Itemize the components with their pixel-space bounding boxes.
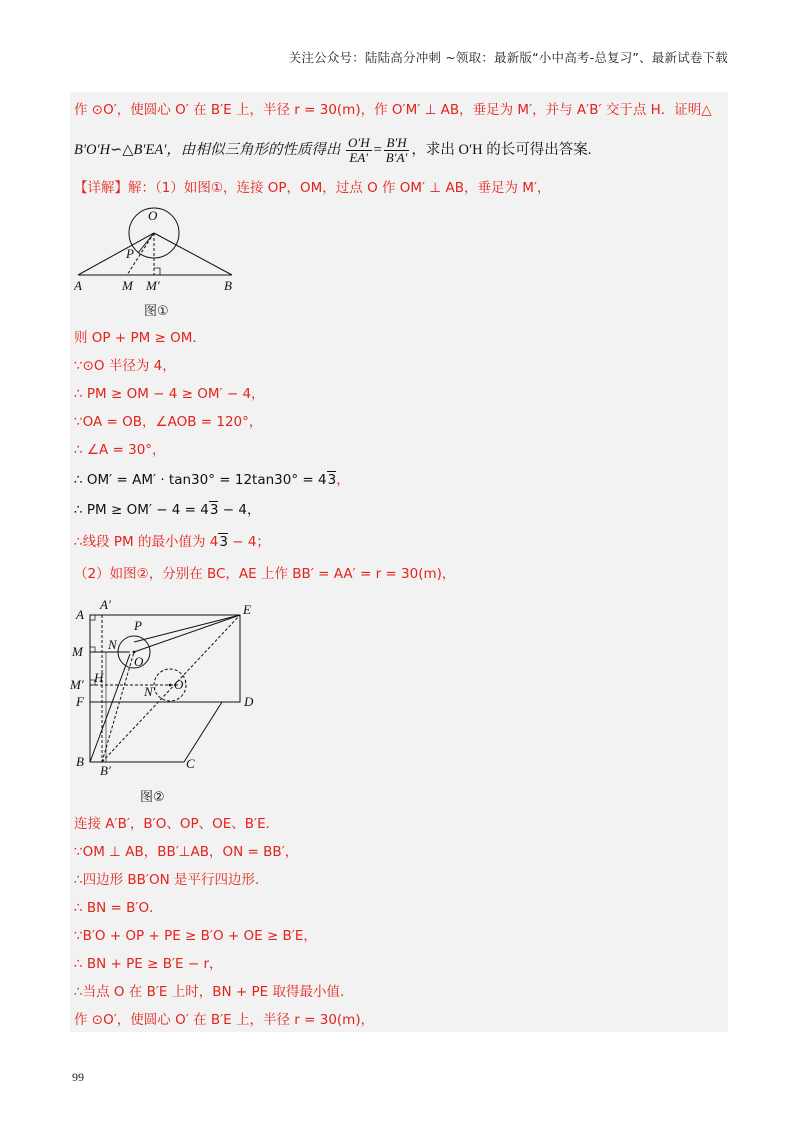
figure-1 <box>74 204 244 299</box>
figure-2-diagram <box>70 592 270 777</box>
fig2-label-B: B <box>76 754 84 769</box>
fig2-label-D: D <box>244 694 254 709</box>
line-3: 【详解】解：（1）如图①，连接 OP，OM，过点 O 作 OM′ ⊥ AB，垂足为 M′， <box>74 180 551 196</box>
fig2-label-C: C <box>186 756 195 771</box>
line-12: （2）如图②，分别在 BC，AE 上作 BB′ = AA′ = r = 30(m)， <box>74 566 456 582</box>
line-20: 作 ⊙O′，使圆心 O′ 在 B′E 上，半径 r = 30(m)， <box>74 1012 375 1028</box>
line-1: 作 ⊙O′，使圆心 O′ 在 B′E 上，半径 r = 30(m)，作 O′M′ ⊥ AB，垂足为 M′，并与 A′B′ 交于点 H．证明△ <box>74 102 712 118</box>
line-18: ∴ BN + PE ≥ B′E − r， <box>74 956 223 972</box>
line-10-tail: − 4， <box>218 502 261 518</box>
line-17: ∵B′O + OP + PE ≥ B′O + OE ≥ B′E， <box>74 928 317 944</box>
fig1-label-B: B <box>224 278 232 293</box>
line-6: ∴ PM ≥ OM − 4 ≥ OM′ − 4， <box>74 386 265 402</box>
line-15: ∴四边形 BB′ON 是平行四边形. <box>74 872 260 888</box>
fig2-label-Np: N′ <box>144 684 156 699</box>
line-16: ∴ BN = B′O． <box>74 900 163 916</box>
line-11 <box>74 532 270 552</box>
fig2-label-Op: O′ <box>174 677 187 692</box>
figure-1-diagram <box>74 204 244 294</box>
fraction-1-den: EA′ <box>349 150 369 165</box>
figure-2 <box>70 592 270 782</box>
line-9-sqrt: 3 <box>327 472 337 488</box>
line-7: ∵OA = OB，∠AOB = 120°， <box>74 414 263 430</box>
page-header: 关注公众号：陆陆高分冲刺 ~领取：最新版“小中高考-总复习”、最新试卷下载 <box>288 50 728 65</box>
figure-1-caption: 图① <box>144 304 169 319</box>
line-2-text: B′O′H∽△B′EA′，由相似三角形的性质得出 <box>74 141 341 158</box>
line-2: B′O′H∽△B′EA′，由相似三角形的性质得出 $\frac{O'H}{EA'}$ = $\frac{B'H}{B'A'}$ ，求出 O′H 的长可得出答案. <box>74 135 592 165</box>
line-11-sqrt: 3 <box>219 534 228 550</box>
fig1-label-O: O <box>148 208 158 223</box>
fig1-label-M: M <box>122 278 133 293</box>
line-10-sqrt: 3 <box>209 502 219 518</box>
line-2-tail: ，求出 O′H 的长可得出答案. <box>411 141 592 158</box>
fig2-label-F: F <box>76 694 84 709</box>
fraction-1 <box>346 136 372 165</box>
page-number: 99 <box>72 1070 84 1084</box>
fig2-label-P: P <box>134 618 142 633</box>
line-5: ∵⊙O 半径为 4， <box>74 358 176 374</box>
fig2-label-O: O <box>134 654 144 669</box>
fig2-label-E: E <box>243 602 251 617</box>
line-10-text: ∴ PM ≥ OM′ − 4 = 4 <box>74 502 209 518</box>
line-19: ∴当点 O 在 B′E 上时，BN + PE 取得最小值. <box>74 984 345 1000</box>
fig2-label-H: H <box>94 670 104 685</box>
line-13: 连接 A′B′，B′O、OP、OE、B′E． <box>74 816 280 832</box>
line-10 <box>74 500 260 520</box>
line-9 <box>74 470 350 490</box>
fig2-label-Ap: A′ <box>100 597 111 612</box>
fig2-label-Mp: M′ <box>70 677 84 692</box>
line-14: ∵OM ⊥ AB，BB′⊥AB，ON = BB′， <box>74 844 299 860</box>
line-9-tail: ， <box>336 472 350 488</box>
line-11-tail: − 4； <box>227 534 270 550</box>
fig1-label-A: A <box>74 278 82 293</box>
fig2-label-N: N <box>108 637 117 652</box>
fig1-label-Mp: M′ <box>146 278 160 293</box>
fig2-label-A: A <box>76 607 84 622</box>
fraction-1-num: O′H <box>347 135 370 150</box>
line-11-text: ∴线段 PM 的最小值为 4 <box>74 534 219 550</box>
line-9-text: ∴ OM′ = AM′ · tan30° = 12tan30° = 4 <box>74 472 327 488</box>
line-4: 则 OP + PM ≥ OM． <box>74 330 206 346</box>
fig2-label-M: M <box>72 644 83 659</box>
fig2-label-Bp: B′ <box>100 763 111 777</box>
fraction-2-den: B′A′ <box>385 150 408 165</box>
fig1-label-P: P <box>126 246 134 261</box>
solution-content <box>70 92 728 1032</box>
figure-2-caption: 图② <box>140 790 165 805</box>
line-8: ∴ ∠A = 30°， <box>74 442 166 458</box>
fraction-2 <box>384 136 410 165</box>
fraction-2-num: B′H <box>384 136 410 151</box>
